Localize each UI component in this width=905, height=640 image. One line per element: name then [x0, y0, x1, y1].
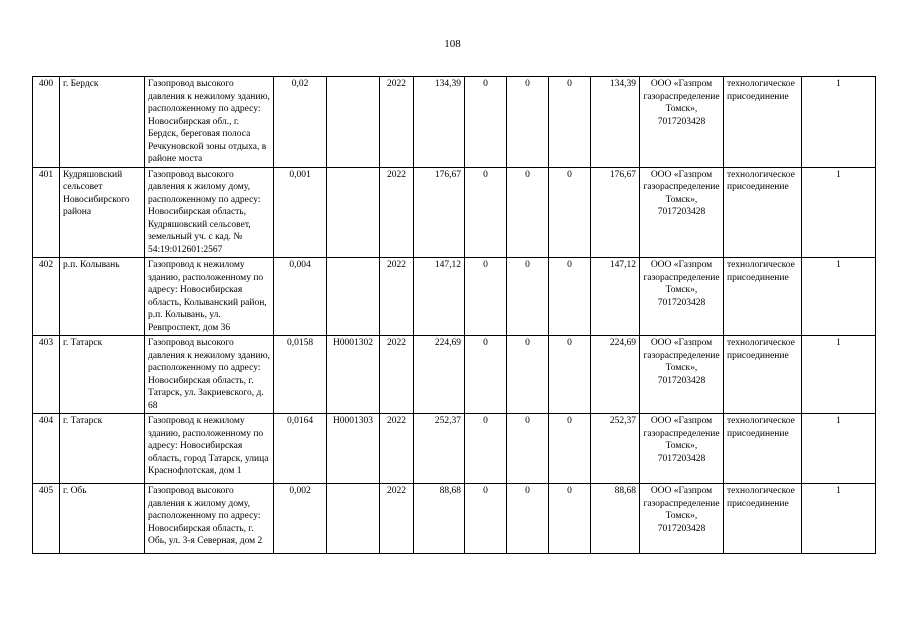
cell-no: 401	[33, 167, 60, 258]
cell-no: 402	[33, 258, 60, 336]
cell-v2: 0	[507, 77, 549, 168]
cell-v1: 0	[465, 336, 507, 414]
cell-v3: 0	[549, 484, 591, 554]
cell-org: ООО «Газпром газораспределение Томск», 7017203428	[640, 484, 724, 554]
cell-amount: 134,39	[591, 77, 640, 168]
cell-type: технологическое присоединение	[724, 484, 802, 554]
cell-description: Газопровод высокого давления к нежилому зданию, расположенному по адресу: Новосибирская обл., г. Бердск, береговая полоса Речкуновской зоны отдыха, в районе моста	[145, 77, 274, 168]
cell-v1: 0	[465, 258, 507, 336]
table-row	[33, 484, 876, 554]
cell-org: ООО «Газпром газораспределение Томск», 7017203428	[640, 167, 724, 258]
cell-length: 0,004	[274, 258, 327, 336]
cell-description: Газопровод высокого давления к нежилому зданию, расположенному по адресу: Новосибирская область, г. Татарск, ул. Закриевского, д. 68	[145, 336, 274, 414]
cell-code: Н0001303	[327, 414, 380, 484]
cell-locality: г. Бердск	[60, 77, 145, 168]
cell-year: 2022	[380, 414, 414, 484]
cell-total: 147,12	[414, 258, 465, 336]
cell-code	[327, 77, 380, 168]
cell-length: 0,0164	[274, 414, 327, 484]
cell-count: 1	[802, 484, 876, 554]
cell-v1: 0	[465, 77, 507, 168]
cell-count: 1	[802, 77, 876, 168]
cell-code	[327, 258, 380, 336]
cell-org: ООО «Газпром газораспределение Томск», 7017203428	[640, 414, 724, 484]
cell-count: 1	[802, 258, 876, 336]
cell-description: Газопровод высокого давления к жилому дому, расположенному по адресу: Новосибирская область, г. Обь, ул. 3-я Северная, дом 2	[145, 484, 274, 554]
cell-locality: г. Обь	[60, 484, 145, 554]
cell-locality: р.п. Колывань	[60, 258, 145, 336]
cell-type: технологическое присоединение	[724, 258, 802, 336]
cell-total: 224,69	[414, 336, 465, 414]
registry-table	[32, 76, 876, 554]
cell-type: технологическое присоединение	[724, 77, 802, 168]
cell-amount: 224,69	[591, 336, 640, 414]
cell-length: 0,0158	[274, 336, 327, 414]
cell-count: 1	[802, 414, 876, 484]
cell-v2: 0	[507, 258, 549, 336]
cell-v1: 0	[465, 167, 507, 258]
cell-year: 2022	[380, 77, 414, 168]
cell-description: Газопровод к нежилому зданию, расположенному по адресу: Новосибирская область, город Татарск, улица Краснофлотская, дом 1	[145, 414, 274, 484]
cell-type: технологическое присоединение	[724, 414, 802, 484]
cell-v3: 0	[549, 414, 591, 484]
cell-description: Газопровод к нежилому зданию, расположенному по адресу: Новосибирская область, Колыванский район, р.п. Колывань, ул. Ревпроспект, дом 36	[145, 258, 274, 336]
cell-length: 0,001	[274, 167, 327, 258]
cell-type: технологическое присоединение	[724, 336, 802, 414]
cell-org: ООО «Газпром газораспределение Томск», 7017203428	[640, 258, 724, 336]
cell-v2: 0	[507, 414, 549, 484]
cell-year: 2022	[380, 336, 414, 414]
cell-total: 88,68	[414, 484, 465, 554]
cell-total: 252,37	[414, 414, 465, 484]
cell-type: технологическое присоединение	[724, 167, 802, 258]
cell-v3: 0	[549, 167, 591, 258]
cell-amount: 176,67	[591, 167, 640, 258]
table-row	[33, 258, 876, 336]
cell-description: Газопровод высокого давления к жилому дому, расположенному по адресу: Новосибирская область, Кудряшовский сельсовет, земельный уч. с кад. № 54:19:012601:2567	[145, 167, 274, 258]
cell-locality: Кудряшовский сельсовет Новосибирского района	[60, 167, 145, 258]
page-number: 108	[444, 38, 461, 50]
cell-no: 400	[33, 77, 60, 168]
cell-length: 0,02	[274, 77, 327, 168]
cell-v3: 0	[549, 336, 591, 414]
cell-count: 1	[802, 167, 876, 258]
cell-count: 1	[802, 336, 876, 414]
table-row	[33, 77, 876, 168]
cell-v2: 0	[507, 484, 549, 554]
cell-v1: 0	[465, 414, 507, 484]
table-row	[33, 336, 876, 414]
cell-amount: 88,68	[591, 484, 640, 554]
cell-amount: 252,37	[591, 414, 640, 484]
cell-length: 0,002	[274, 484, 327, 554]
cell-code	[327, 484, 380, 554]
cell-v3: 0	[549, 258, 591, 336]
cell-year: 2022	[380, 484, 414, 554]
table-row	[33, 167, 876, 258]
cell-amount: 147,12	[591, 258, 640, 336]
cell-no: 405	[33, 484, 60, 554]
cell-v2: 0	[507, 167, 549, 258]
cell-total: 176,67	[414, 167, 465, 258]
cell-v2: 0	[507, 336, 549, 414]
cell-code: Н0001302	[327, 336, 380, 414]
cell-no: 404	[33, 414, 60, 484]
cell-locality: г. Татарск	[60, 414, 145, 484]
cell-v3: 0	[549, 77, 591, 168]
cell-code	[327, 167, 380, 258]
cell-org: ООО «Газпром газораспределение Томск», 7017203428	[640, 77, 724, 168]
cell-year: 2022	[380, 167, 414, 258]
cell-year: 2022	[380, 258, 414, 336]
cell-org: ООО «Газпром газораспределение Томск», 7017203428	[640, 336, 724, 414]
cell-locality: г. Татарск	[60, 336, 145, 414]
cell-v1: 0	[465, 484, 507, 554]
table-row	[33, 414, 876, 484]
cell-total: 134,39	[414, 77, 465, 168]
cell-no: 403	[33, 336, 60, 414]
